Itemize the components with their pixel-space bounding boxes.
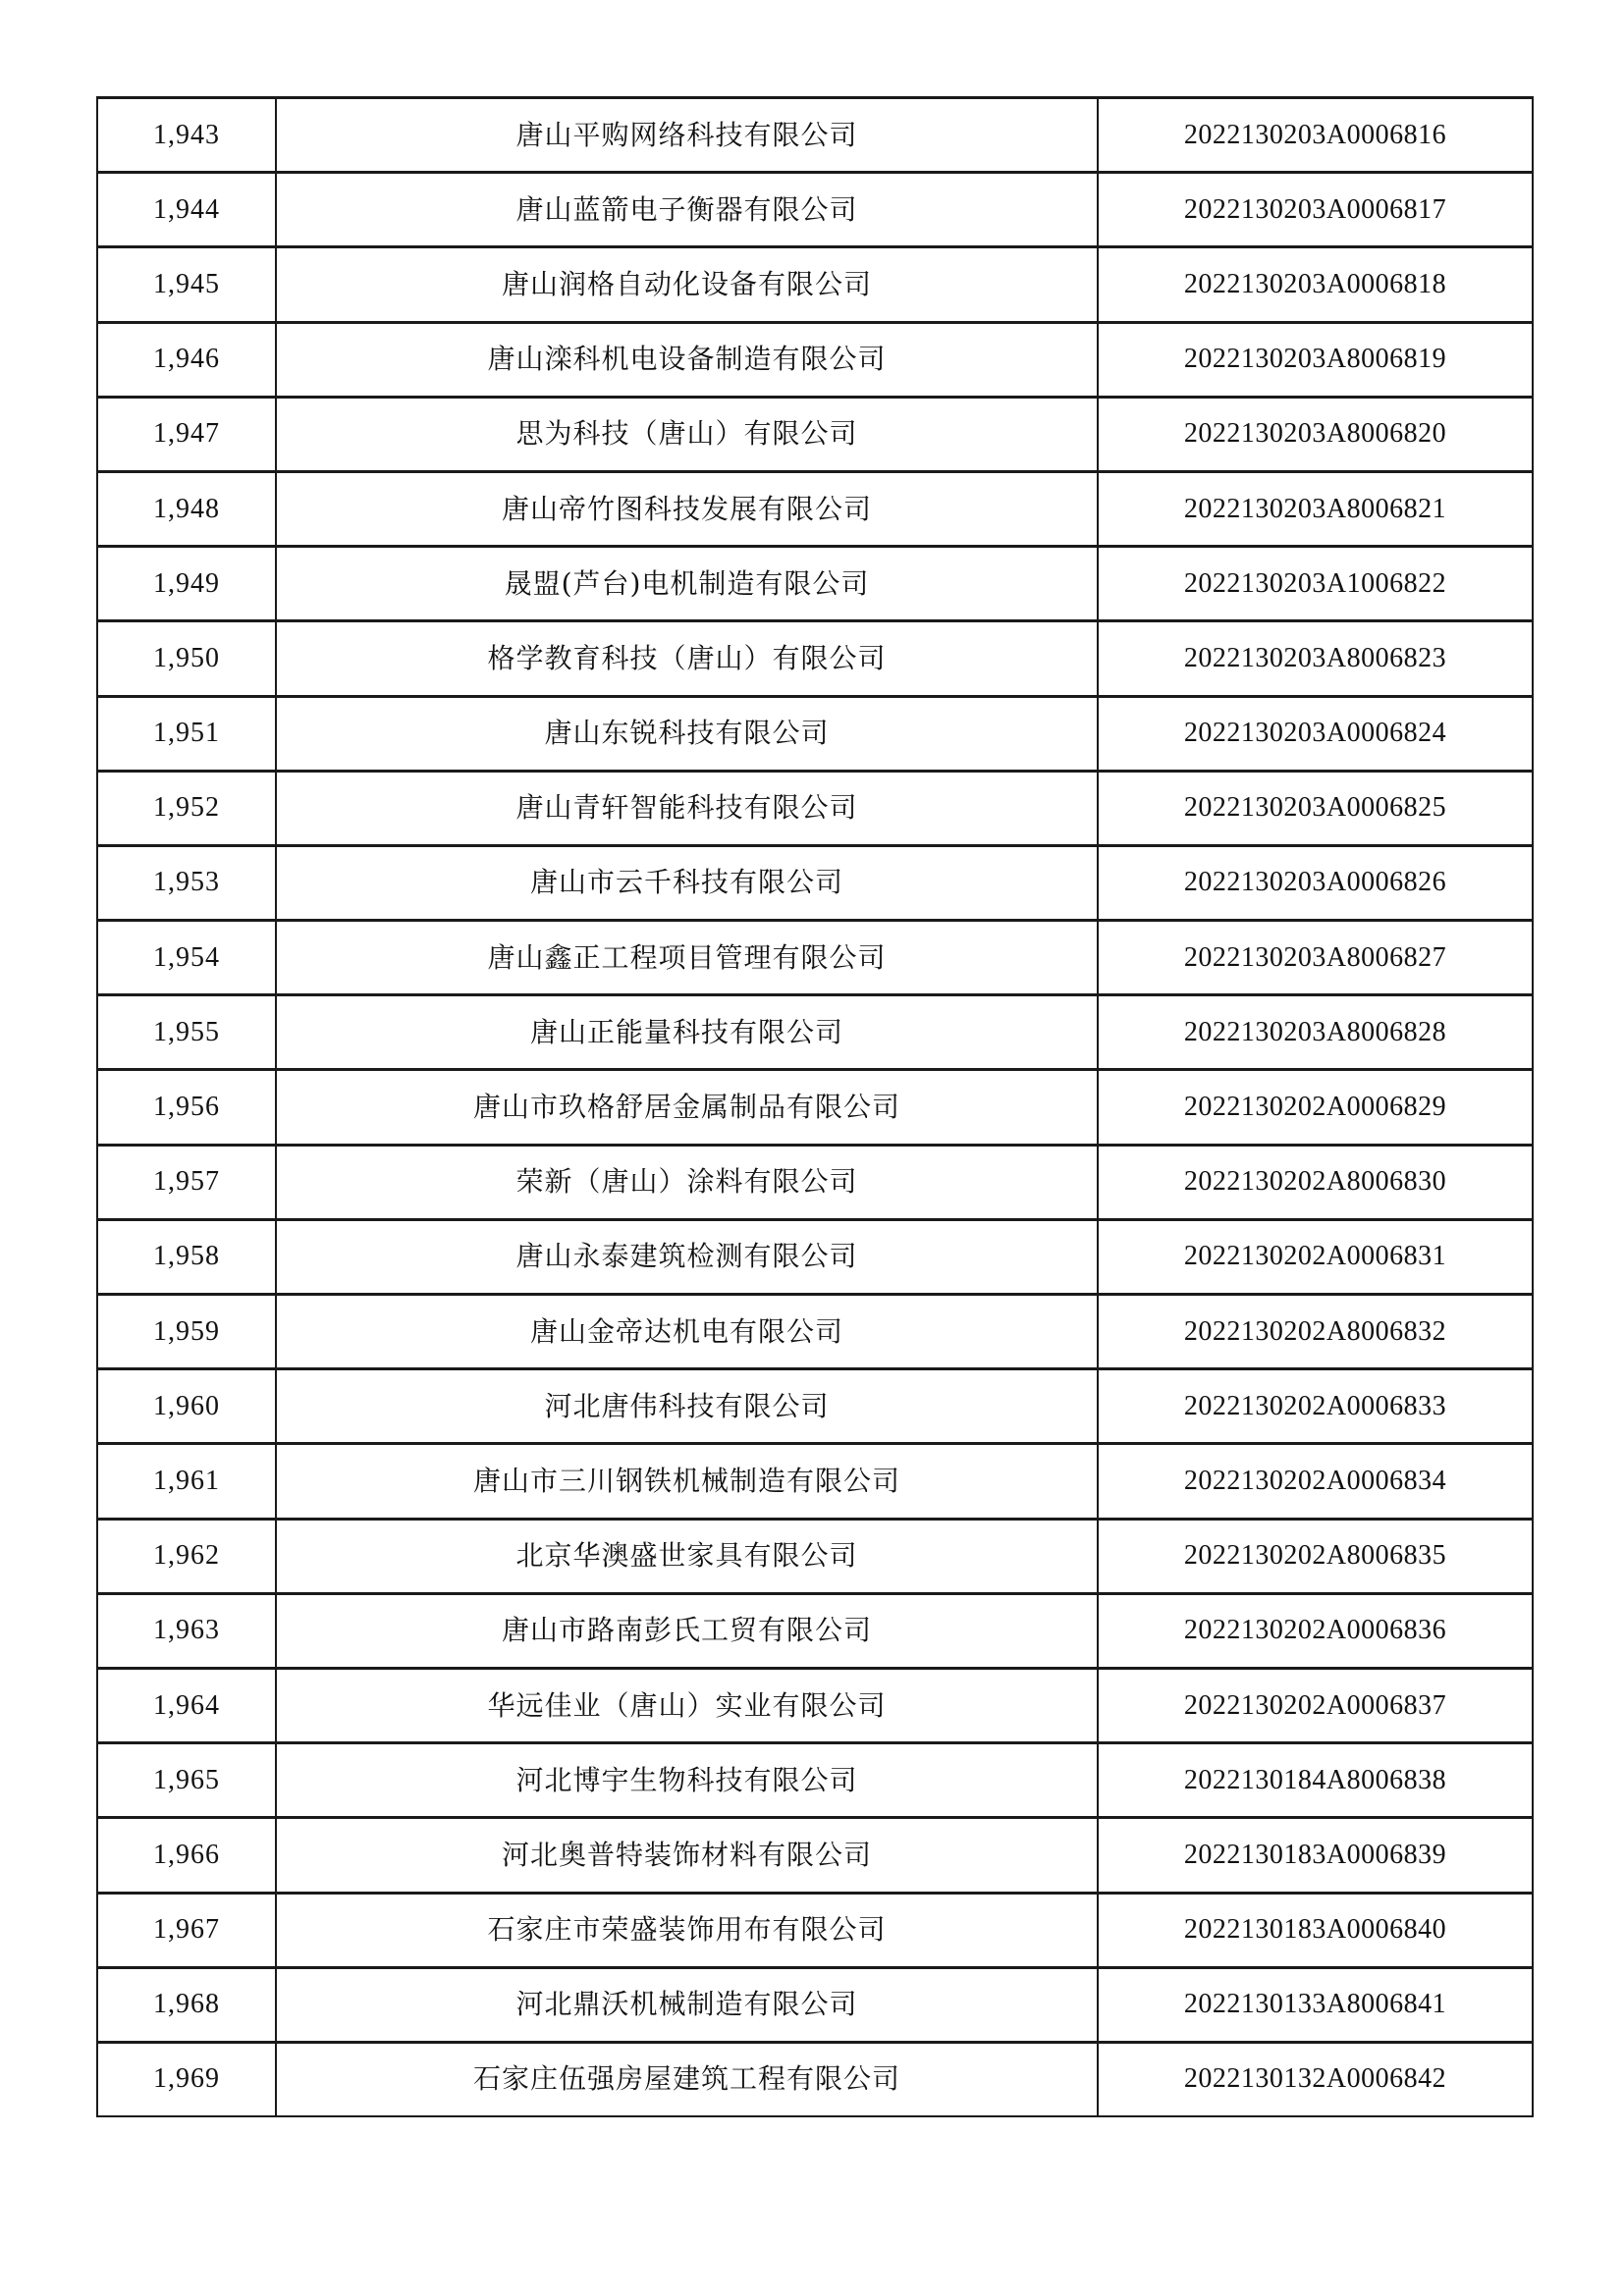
table-row xyxy=(97,1593,1533,1668)
table-row xyxy=(97,1070,1533,1145)
table-row xyxy=(97,1893,1533,1967)
table-row xyxy=(97,696,1533,771)
table-row xyxy=(97,921,1533,995)
registration-code-cell: 2022130203A0006826 xyxy=(1098,845,1533,920)
table-row xyxy=(97,1145,1533,1219)
table-row xyxy=(97,1369,1533,1444)
table-row xyxy=(97,397,1533,471)
row-index-cell: 1,954 xyxy=(97,921,276,995)
row-index-cell: 1,958 xyxy=(97,1219,276,1294)
registration-code-cell: 2022130203A0006824 xyxy=(1098,696,1533,771)
company-name-cell: 格学教育科技（唐山）有限公司 xyxy=(276,621,1098,696)
table-row xyxy=(97,1444,1533,1519)
company-name-cell: 石家庄市荣盛装饰用布有限公司 xyxy=(276,1893,1098,1967)
registration-code-cell: 2022130202A0006834 xyxy=(1098,1444,1533,1519)
row-index-cell: 1,943 xyxy=(97,98,276,173)
row-index-cell: 1,966 xyxy=(97,1818,276,1893)
company-name-cell: 唐山市三川钢铁机械制造有限公司 xyxy=(276,1444,1098,1519)
company-name-cell: 思为科技（唐山）有限公司 xyxy=(276,397,1098,471)
company-name-cell: 唐山市玖格舒居金属制品有限公司 xyxy=(276,1070,1098,1145)
company-name-cell: 唐山平购网络科技有限公司 xyxy=(276,98,1098,173)
table-row xyxy=(97,322,1533,397)
company-name-cell: 石家庄伍强房屋建筑工程有限公司 xyxy=(276,2042,1098,2116)
registration-code-cell: 2022130133A8006841 xyxy=(1098,1967,1533,2042)
row-index-cell: 1,944 xyxy=(97,173,276,247)
registration-code-cell: 2022130184A8006838 xyxy=(1098,1743,1533,1818)
table-row xyxy=(97,98,1533,173)
company-name-cell: 唐山东锐科技有限公司 xyxy=(276,696,1098,771)
table-row xyxy=(97,471,1533,546)
table-row xyxy=(97,995,1533,1070)
row-index-cell: 1,960 xyxy=(97,1369,276,1444)
company-name-cell: 唐山正能量科技有限公司 xyxy=(276,995,1098,1070)
company-name-cell: 唐山润格自动化设备有限公司 xyxy=(276,247,1098,322)
company-name-cell: 唐山帝竹图科技发展有限公司 xyxy=(276,471,1098,546)
registration-code-cell: 2022130203A8006828 xyxy=(1098,995,1533,1070)
table-body xyxy=(97,98,1533,2117)
registration-code-cell: 2022130203A8006820 xyxy=(1098,397,1533,471)
company-name-cell: 华远佳业（唐山）实业有限公司 xyxy=(276,1668,1098,1742)
company-name-cell: 荣新（唐山）涂料有限公司 xyxy=(276,1145,1098,1219)
row-index-cell: 1,948 xyxy=(97,471,276,546)
registration-code-cell: 2022130202A0006837 xyxy=(1098,1668,1533,1742)
table-row xyxy=(97,247,1533,322)
company-name-cell: 唐山蓝箭电子衡器有限公司 xyxy=(276,173,1098,247)
registration-code-cell: 2022130203A8006823 xyxy=(1098,621,1533,696)
table-row xyxy=(97,1668,1533,1742)
company-name-cell: 唐山青轩智能科技有限公司 xyxy=(276,771,1098,845)
table-row xyxy=(97,173,1533,247)
registration-code-cell: 2022130203A1006822 xyxy=(1098,547,1533,621)
row-index-cell: 1,967 xyxy=(97,1893,276,1967)
registration-code-cell: 2022130202A0006833 xyxy=(1098,1369,1533,1444)
row-index-cell: 1,957 xyxy=(97,1145,276,1219)
company-name-cell: 唐山鑫正工程项目管理有限公司 xyxy=(276,921,1098,995)
company-name-cell: 河北博宇生物科技有限公司 xyxy=(276,1743,1098,1818)
company-name-cell: 河北唐伟科技有限公司 xyxy=(276,1369,1098,1444)
table-row xyxy=(97,1219,1533,1294)
registration-code-cell: 2022130203A8006827 xyxy=(1098,921,1533,995)
row-index-cell: 1,945 xyxy=(97,247,276,322)
company-name-cell: 晟盟(芦台)电机制造有限公司 xyxy=(276,547,1098,621)
table-row xyxy=(97,2042,1533,2116)
registration-code-cell: 2022130202A8006835 xyxy=(1098,1519,1533,1593)
registration-code-cell: 2022130202A0006836 xyxy=(1098,1593,1533,1668)
row-index-cell: 1,952 xyxy=(97,771,276,845)
registration-code-cell: 2022130203A0006817 xyxy=(1098,173,1533,247)
registration-code-cell: 2022130183A0006839 xyxy=(1098,1818,1533,1893)
table-row xyxy=(97,1818,1533,1893)
row-index-cell: 1,964 xyxy=(97,1668,276,1742)
registration-code-cell: 2022130183A0006840 xyxy=(1098,1893,1533,1967)
company-name-cell: 唐山滦科机电设备制造有限公司 xyxy=(276,322,1098,397)
company-name-cell: 河北奥普特装饰材料有限公司 xyxy=(276,1818,1098,1893)
table-row xyxy=(97,1967,1533,2042)
table-row xyxy=(97,1519,1533,1593)
registration-code-cell: 2022130203A0006825 xyxy=(1098,771,1533,845)
row-index-cell: 1,965 xyxy=(97,1743,276,1818)
table-row xyxy=(97,771,1533,845)
table-row xyxy=(97,547,1533,621)
table-row xyxy=(97,1743,1533,1818)
company-name-cell: 唐山永泰建筑检测有限公司 xyxy=(276,1219,1098,1294)
row-index-cell: 1,968 xyxy=(97,1967,276,2042)
row-index-cell: 1,951 xyxy=(97,696,276,771)
registration-code-cell: 2022130132A0006842 xyxy=(1098,2042,1533,2116)
table-row xyxy=(97,1295,1533,1369)
row-index-cell: 1,961 xyxy=(97,1444,276,1519)
registration-code-cell: 2022130202A0006831 xyxy=(1098,1219,1533,1294)
table-row xyxy=(97,621,1533,696)
registration-code-cell: 2022130203A0006818 xyxy=(1098,247,1533,322)
registration-code-cell: 2022130203A8006821 xyxy=(1098,471,1533,546)
row-index-cell: 1,956 xyxy=(97,1070,276,1145)
row-index-cell: 1,946 xyxy=(97,322,276,397)
registration-code-cell: 2022130202A0006829 xyxy=(1098,1070,1533,1145)
registration-code-cell: 2022130203A8006819 xyxy=(1098,322,1533,397)
row-index-cell: 1,949 xyxy=(97,547,276,621)
table-row xyxy=(97,845,1533,920)
company-registry-table xyxy=(96,96,1534,2117)
row-index-cell: 1,963 xyxy=(97,1593,276,1668)
row-index-cell: 1,953 xyxy=(97,845,276,920)
registration-code-cell: 2022130202A8006832 xyxy=(1098,1295,1533,1369)
company-name-cell: 唐山金帝达机电有限公司 xyxy=(276,1295,1098,1369)
company-name-cell: 唐山市路南彭氏工贸有限公司 xyxy=(276,1593,1098,1668)
company-name-cell: 北京华澳盛世家具有限公司 xyxy=(276,1519,1098,1593)
company-name-cell: 河北鼎沃机械制造有限公司 xyxy=(276,1967,1098,2042)
row-index-cell: 1,962 xyxy=(97,1519,276,1593)
row-index-cell: 1,950 xyxy=(97,621,276,696)
row-index-cell: 1,947 xyxy=(97,397,276,471)
registration-code-cell: 2022130202A8006830 xyxy=(1098,1145,1533,1219)
row-index-cell: 1,959 xyxy=(97,1295,276,1369)
registration-code-cell: 2022130203A0006816 xyxy=(1098,98,1533,173)
company-name-cell: 唐山市云千科技有限公司 xyxy=(276,845,1098,920)
row-index-cell: 1,969 xyxy=(97,2042,276,2116)
row-index-cell: 1,955 xyxy=(97,995,276,1070)
